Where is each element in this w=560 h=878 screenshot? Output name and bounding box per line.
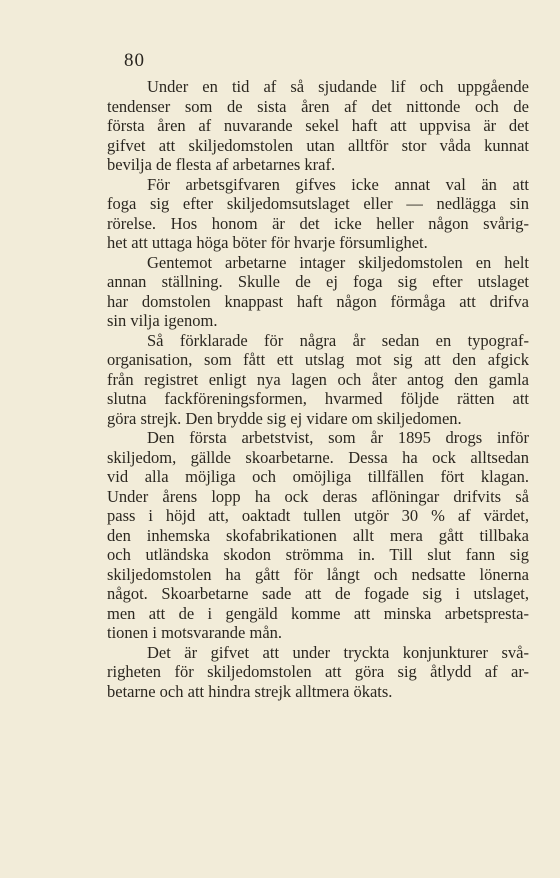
text-line: organisation, som fått ett utslag mot sig att den afgick [107,350,529,369]
text-line: annan ställning. Skulle de ej foga sig efter utslaget [107,272,529,291]
text-line: Under en tid af så sjudande lif och uppgående [147,77,529,96]
text-line: betarne och att hindra strejk alltmera ökats. [107,681,393,701]
text-line: het att uttaga höga böter för hvarje försumlighet. [107,233,428,252]
text-line: slutna fackföreningsformen, hvarmed följde rätten att [107,389,529,408]
text-line: första åren af nuvarande sekel haft att uppvisa är det [107,116,529,135]
text-line: vid alla möjliga och omöjliga tillfällen fört klagan. [107,467,529,486]
text-line: och utländska skodon strömma in. Till slut fann sig [107,545,529,564]
text-line: Gentemot arbetarne intager skiljedomstolen en helt [147,252,529,272]
text-line: den inhemska skofabrikationen allt mera gått tillbaka [107,525,529,545]
text-line: foga sig efter skiljedomsutslaget eller — nedlägga sin [107,194,529,213]
body-text [107,77,529,701]
text-line: Det är gifvet att under tryckta konjunkturer svå- [147,642,529,662]
text-line: skiljedomstolen ha gått för långt och nedsatte lönerna [107,564,529,584]
text-line: Så förklarade för några år sedan en typograf- [147,330,529,350]
text-line: tendenser som de sista åren af det nittonde och de [107,96,529,116]
page-number: 80 [124,50,145,71]
text-line: från registret enligt nya lagen och åter antog den gamla [107,369,529,389]
text-line: har domstolen knappast haft någon förmåga att drifva [107,291,529,311]
text-line: skiljedom, gällde skoarbetarne. Dessa ha ock alltsedan [107,447,529,467]
text-line: men att de i gengäld komme att minska arbetspresta- [107,603,529,623]
text-line: righeten för skiljedomstolen att göra sig åtlydd af ar- [107,662,529,681]
text-line: För arbetsgifvaren gifves icke annat val än att [147,174,529,194]
text-line: bevilja de flesta af arbetarnes kraf. [107,155,336,174]
text-line: Den första arbetstvist, som år 1895 drogs inför [147,428,529,447]
text-line: gifvet att skiljedomstolen utan alltför stor våda kunnat [107,135,529,155]
text-line: sin vilja igenom. [107,311,218,330]
text-line: Under årens lopp ha ock deras aflöningar drifvits så [107,486,529,506]
text-line: något. Skoarbetarne sade att de fogade sig i utslaget, [107,584,529,603]
text-line: göra strejk. Den brydde sig ej vidare om skiljedomen. [107,408,462,428]
text-line: rörelse. Hos honom är det icke heller någon svårig- [107,213,529,233]
text-line: tionen i motsvarande mån. [107,623,283,642]
text-line: pass i höjd att, oaktadt tullen utgör 30 % af värdet, [107,506,529,525]
